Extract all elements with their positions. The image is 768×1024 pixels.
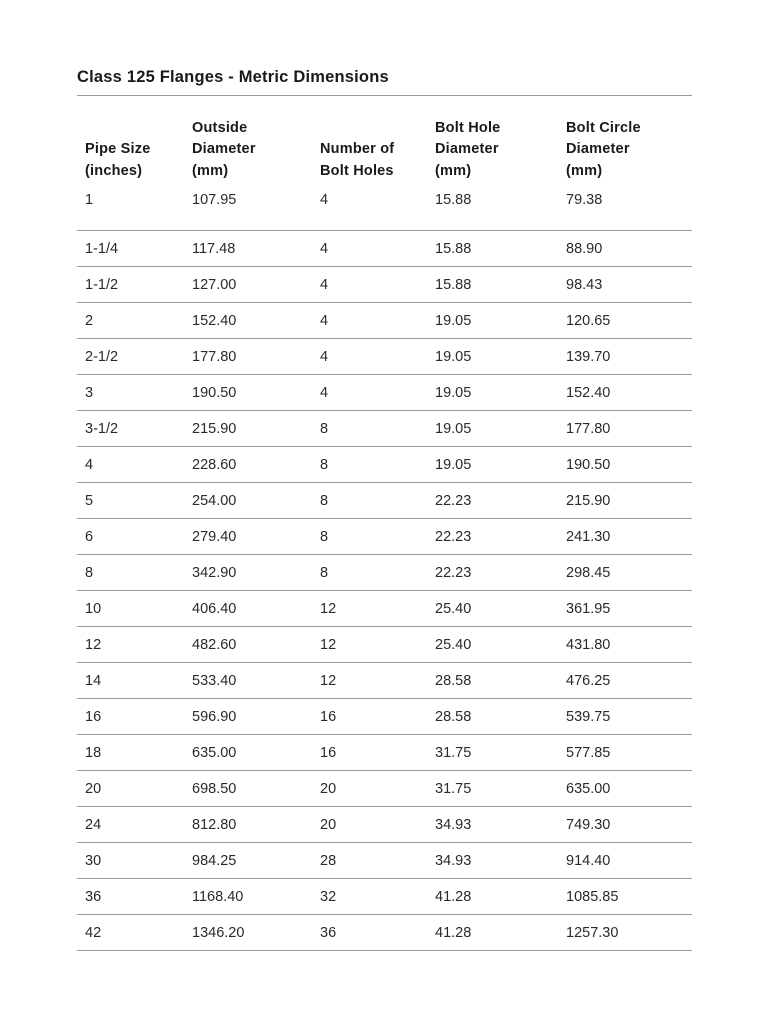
cell-pipe-size: 24 <box>77 807 184 843</box>
cell-bolt-circle-diameter: 749.30 <box>558 807 692 843</box>
table-row <box>77 447 692 483</box>
cell-pipe-size: 18 <box>77 735 184 771</box>
cell-outside-diameter: 1346.20 <box>184 915 312 951</box>
cell-outside-diameter: 533.40 <box>184 663 312 699</box>
title-divider <box>77 95 692 96</box>
cell-outside-diameter: 190.50 <box>184 375 312 411</box>
cell-bolt-circle-diameter: 539.75 <box>558 699 692 735</box>
cell-outside-diameter: 107.95 <box>184 182 312 231</box>
cell-outside-diameter: 215.90 <box>184 411 312 447</box>
cell-bolt-hole-diameter: 19.05 <box>427 303 558 339</box>
column-header-bolt-hole-diameter: Bolt Hole Diameter (mm) <box>435 119 501 179</box>
cell-bolt-circle-diameter: 177.80 <box>558 411 692 447</box>
cell-outside-diameter: 117.48 <box>184 231 312 267</box>
cell-pipe-size: 16 <box>77 699 184 735</box>
table-row <box>77 375 692 411</box>
cell-bolt-hole-diameter: 22.23 <box>427 519 558 555</box>
table-row <box>77 182 692 231</box>
cell-number-of-bolt-holes: 4 <box>312 231 427 267</box>
cell-outside-diameter: 812.80 <box>184 807 312 843</box>
cell-bolt-circle-diameter: 215.90 <box>558 483 692 519</box>
page-title: Class 125 Flanges - Metric Dimensions <box>77 68 389 86</box>
table-row <box>77 591 692 627</box>
table-row <box>77 627 692 663</box>
cell-number-of-bolt-holes: 4 <box>312 267 427 303</box>
cell-number-of-bolt-holes: 12 <box>312 627 427 663</box>
cell-number-of-bolt-holes: 16 <box>312 735 427 771</box>
cell-outside-diameter: 279.40 <box>184 519 312 555</box>
cell-number-of-bolt-holes: 12 <box>312 591 427 627</box>
table-row <box>77 555 692 591</box>
cell-number-of-bolt-holes: 8 <box>312 411 427 447</box>
cell-bolt-circle-diameter: 241.30 <box>558 519 692 555</box>
cell-pipe-size: 8 <box>77 555 184 591</box>
cell-pipe-size: 1-1/2 <box>77 267 184 303</box>
cell-number-of-bolt-holes: 20 <box>312 771 427 807</box>
cell-number-of-bolt-holes: 8 <box>312 519 427 555</box>
cell-bolt-circle-diameter: 577.85 <box>558 735 692 771</box>
cell-number-of-bolt-holes: 8 <box>312 483 427 519</box>
cell-pipe-size: 3-1/2 <box>77 411 184 447</box>
cell-bolt-hole-diameter: 31.75 <box>427 735 558 771</box>
cell-number-of-bolt-holes: 4 <box>312 182 427 231</box>
cell-bolt-hole-diameter: 15.88 <box>427 231 558 267</box>
cell-bolt-circle-diameter: 139.70 <box>558 339 692 375</box>
cell-bolt-hole-diameter: 41.28 <box>427 879 558 915</box>
table-row <box>77 807 692 843</box>
cell-number-of-bolt-holes: 8 <box>312 447 427 483</box>
cell-bolt-hole-diameter: 28.58 <box>427 699 558 735</box>
table-row <box>77 519 692 555</box>
cell-bolt-circle-diameter: 88.90 <box>558 231 692 267</box>
cell-pipe-size: 4 <box>77 447 184 483</box>
cell-number-of-bolt-holes: 4 <box>312 303 427 339</box>
cell-outside-diameter: 482.60 <box>184 627 312 663</box>
cell-bolt-hole-diameter: 31.75 <box>427 771 558 807</box>
table-row <box>77 663 692 699</box>
cell-pipe-size: 2 <box>77 303 184 339</box>
cell-outside-diameter: 127.00 <box>184 267 312 303</box>
cell-bolt-circle-diameter: 431.80 <box>558 627 692 663</box>
cell-pipe-size: 10 <box>77 591 184 627</box>
cell-bolt-circle-diameter: 98.43 <box>558 267 692 303</box>
cell-bolt-circle-diameter: 190.50 <box>558 447 692 483</box>
cell-outside-diameter: 342.90 <box>184 555 312 591</box>
cell-number-of-bolt-holes: 12 <box>312 663 427 699</box>
cell-bolt-circle-diameter: 914.40 <box>558 843 692 879</box>
cell-bolt-hole-diameter: 19.05 <box>427 375 558 411</box>
table-row <box>77 483 692 519</box>
cell-bolt-hole-diameter: 15.88 <box>427 182 558 231</box>
cell-bolt-hole-diameter: 25.40 <box>427 627 558 663</box>
cell-outside-diameter: 984.25 <box>184 843 312 879</box>
cell-pipe-size: 20 <box>77 771 184 807</box>
cell-bolt-hole-diameter: 19.05 <box>427 447 558 483</box>
table-row <box>77 771 692 807</box>
cell-pipe-size: 12 <box>77 627 184 663</box>
table-row <box>77 699 692 735</box>
cell-outside-diameter: 1168.40 <box>184 879 312 915</box>
cell-pipe-size: 1-1/4 <box>77 231 184 267</box>
cell-bolt-circle-diameter: 1085.85 <box>558 879 692 915</box>
cell-pipe-size: 2-1/2 <box>77 339 184 375</box>
cell-number-of-bolt-holes: 4 <box>312 375 427 411</box>
column-header-bolt-circle-diameter: Bolt Circle Diameter (mm) <box>566 119 641 179</box>
cell-outside-diameter: 635.00 <box>184 735 312 771</box>
cell-pipe-size: 3 <box>77 375 184 411</box>
cell-outside-diameter: 406.40 <box>184 591 312 627</box>
cell-number-of-bolt-holes: 20 <box>312 807 427 843</box>
cell-pipe-size: 5 <box>77 483 184 519</box>
cell-pipe-size: 30 <box>77 843 184 879</box>
cell-bolt-hole-diameter: 15.88 <box>427 267 558 303</box>
cell-bolt-circle-diameter: 79.38 <box>558 182 692 231</box>
cell-outside-diameter: 177.80 <box>184 339 312 375</box>
table-row <box>77 267 692 303</box>
cell-pipe-size: 1 <box>77 182 184 231</box>
table-row <box>77 735 692 771</box>
cell-outside-diameter: 228.60 <box>184 447 312 483</box>
cell-bolt-hole-diameter: 22.23 <box>427 483 558 519</box>
cell-number-of-bolt-holes: 32 <box>312 879 427 915</box>
table-row <box>77 411 692 447</box>
table-row <box>77 231 692 267</box>
cell-bolt-hole-diameter: 28.58 <box>427 663 558 699</box>
cell-bolt-circle-diameter: 152.40 <box>558 375 692 411</box>
cell-bolt-circle-diameter: 476.25 <box>558 663 692 699</box>
cell-pipe-size: 6 <box>77 519 184 555</box>
cell-outside-diameter: 152.40 <box>184 303 312 339</box>
header-row <box>77 116 692 182</box>
flange-dimensions-table <box>77 116 692 951</box>
table-row <box>77 879 692 915</box>
cell-bolt-circle-diameter: 298.45 <box>558 555 692 591</box>
cell-bolt-circle-diameter: 1257.30 <box>558 915 692 951</box>
table-row <box>77 915 692 951</box>
cell-outside-diameter: 698.50 <box>184 771 312 807</box>
column-header-number-of-bolt-holes: Number of Bolt Holes <box>320 141 395 179</box>
cell-number-of-bolt-holes: 8 <box>312 555 427 591</box>
cell-bolt-hole-diameter: 22.23 <box>427 555 558 591</box>
column-header-pipe-size: Pipe Size (inches) <box>85 141 151 179</box>
cell-bolt-hole-diameter: 41.28 <box>427 915 558 951</box>
cell-number-of-bolt-holes: 16 <box>312 699 427 735</box>
cell-number-of-bolt-holes: 28 <box>312 843 427 879</box>
cell-pipe-size: 42 <box>77 915 184 951</box>
cell-pipe-size: 14 <box>77 663 184 699</box>
cell-bolt-hole-diameter: 34.93 <box>427 807 558 843</box>
cell-outside-diameter: 596.90 <box>184 699 312 735</box>
cell-bolt-hole-diameter: 19.05 <box>427 411 558 447</box>
cell-bolt-circle-diameter: 361.95 <box>558 591 692 627</box>
table-body <box>77 182 692 951</box>
cell-outside-diameter: 254.00 <box>184 483 312 519</box>
cell-bolt-hole-diameter: 19.05 <box>427 339 558 375</box>
table-row <box>77 339 692 375</box>
cell-bolt-circle-diameter: 120.65 <box>558 303 692 339</box>
cell-pipe-size: 36 <box>77 879 184 915</box>
table-row <box>77 303 692 339</box>
cell-bolt-circle-diameter: 635.00 <box>558 771 692 807</box>
cell-number-of-bolt-holes: 4 <box>312 339 427 375</box>
table-row <box>77 843 692 879</box>
table-header <box>77 116 692 182</box>
cell-bolt-hole-diameter: 34.93 <box>427 843 558 879</box>
cell-number-of-bolt-holes: 36 <box>312 915 427 951</box>
column-header-outside-diameter: Outside Diameter (mm) <box>192 119 256 179</box>
cell-bolt-hole-diameter: 25.40 <box>427 591 558 627</box>
